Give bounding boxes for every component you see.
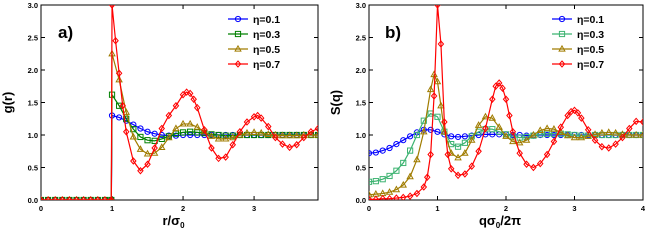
y-axis-label: S(q) — [328, 89, 343, 116]
series-line-1 — [41, 116, 318, 201]
y-tick-label: 1.0 — [355, 131, 366, 140]
x-tick-label: 4 — [640, 204, 646, 213]
x-tick-label: 2 — [180, 204, 186, 213]
x-tick-label: 1 — [435, 204, 440, 213]
y-tick-label: 2.5 — [27, 33, 38, 43]
y-tick-label: 0.0 — [27, 196, 38, 205]
y-tick-label: 3.0 — [355, 1, 366, 10]
y-axis-label: g(r) — [0, 91, 15, 114]
y-tick-label: 0.5 — [355, 163, 366, 173]
y-tick-label: 2.0 — [355, 66, 366, 75]
legend-label: η=0.3 — [253, 29, 281, 41]
y-tick-label: 2.5 — [355, 33, 366, 43]
panel-label: b) — [385, 23, 402, 42]
panel-a — [0, 1, 321, 230]
x-tick-label: 3 — [251, 204, 257, 213]
x-tick-label: 0 — [366, 204, 372, 213]
y-tick-label: 0.5 — [27, 163, 38, 173]
x-tick-label: 1 — [109, 204, 115, 213]
panel-label: a) — [58, 23, 74, 42]
y-tick-label: 1.5 — [355, 98, 366, 108]
legend-label: η=0.3 — [577, 29, 605, 41]
x-tick-label: 0 — [38, 204, 44, 213]
legend-label: η=0.7 — [253, 59, 281, 71]
y-tick-label: 0.0 — [355, 196, 366, 205]
legend-label: η=0.7 — [577, 59, 605, 71]
legend-label: η=0.5 — [577, 44, 605, 56]
x-tick-label: 2 — [503, 204, 509, 213]
y-tick-label: 3.0 — [27, 1, 38, 10]
panel-b — [328, 1, 646, 230]
legend-label: η=0.1 — [253, 14, 281, 26]
legend-label: η=0.5 — [253, 44, 281, 56]
y-tick-label: 1.0 — [27, 131, 38, 140]
x-axis-label: $r/\sigma_0$ — [162, 213, 185, 230]
x-tick-label: 3 — [572, 204, 577, 213]
series-line-3 — [41, 54, 318, 200]
y-tick-label: 2.0 — [27, 66, 38, 75]
legend-label: η=0.1 — [577, 14, 605, 26]
series-line-2 — [41, 95, 318, 200]
x-axis-label: $q\sigma_0/2\pi$ — [478, 213, 522, 230]
y-tick-label: 1.5 — [27, 98, 38, 108]
